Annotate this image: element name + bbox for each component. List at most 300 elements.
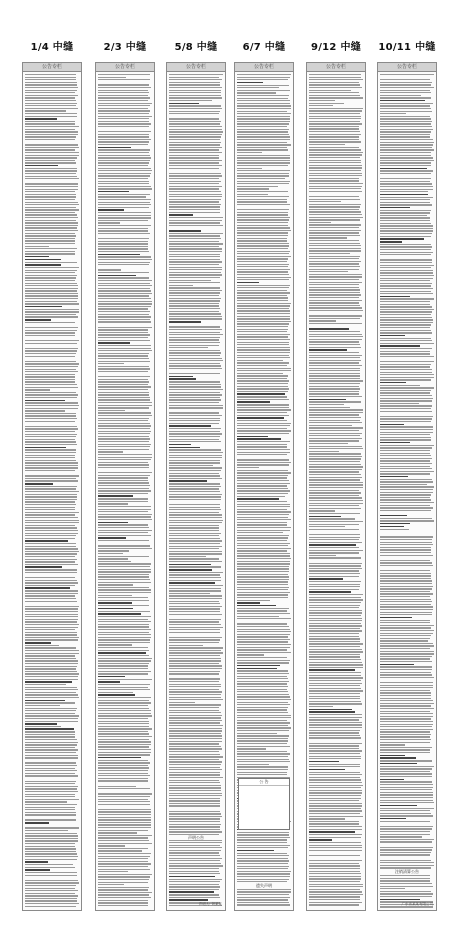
text-line <box>169 512 219 513</box>
text-line <box>98 217 151 218</box>
text-line <box>380 131 431 132</box>
text-line <box>25 473 72 474</box>
text-line <box>25 97 75 98</box>
text-line <box>309 889 360 890</box>
text-line <box>25 118 57 120</box>
text-line <box>25 152 79 153</box>
text-line <box>25 248 77 249</box>
text-line <box>309 685 360 686</box>
text-line <box>25 786 78 787</box>
text-line <box>25 731 75 732</box>
text-line <box>98 165 148 166</box>
text-line <box>98 321 151 322</box>
text-line <box>98 92 149 93</box>
text-line <box>309 531 354 532</box>
text-line <box>237 761 290 762</box>
text-line <box>380 387 434 388</box>
text-line <box>169 246 219 247</box>
text-line <box>309 633 359 634</box>
text-line <box>380 852 431 853</box>
text-line <box>98 204 151 205</box>
text-line <box>25 478 76 479</box>
column-title: 1/4 中缝 <box>30 42 74 53</box>
text-line <box>25 428 78 429</box>
text-line <box>25 634 77 635</box>
text-line <box>380 674 432 675</box>
text-line <box>169 738 222 739</box>
text-line <box>309 474 361 475</box>
text-line <box>25 603 65 604</box>
text-line <box>169 829 220 830</box>
text-line <box>380 183 432 184</box>
text-line <box>380 382 406 384</box>
text-line <box>98 679 152 680</box>
text-line <box>25 668 76 669</box>
text-lines <box>309 74 363 908</box>
text-line <box>309 248 361 249</box>
text-line <box>237 850 274 852</box>
text-line <box>98 283 150 284</box>
text-line <box>237 152 262 153</box>
text-line <box>25 251 75 252</box>
text-line <box>25 343 77 344</box>
text-line <box>25 546 76 547</box>
text-line <box>169 491 220 492</box>
text-line <box>98 576 149 577</box>
text-line <box>380 236 431 237</box>
text-line <box>169 248 222 249</box>
text-line <box>309 167 362 168</box>
text-line <box>309 769 345 771</box>
text-line <box>309 178 359 179</box>
text-line <box>380 317 432 318</box>
text-line <box>169 178 219 179</box>
text-line <box>25 561 75 562</box>
text-line <box>98 571 151 572</box>
text-line <box>380 432 433 433</box>
text-line <box>25 285 78 286</box>
text-line <box>98 902 148 903</box>
text-line <box>380 254 431 255</box>
text-line <box>237 511 291 512</box>
text-line <box>309 141 361 142</box>
text-line <box>309 557 361 558</box>
text-line <box>25 447 66 449</box>
text-line <box>98 726 149 727</box>
text-line <box>169 277 220 278</box>
text-line <box>309 623 361 624</box>
text-line <box>169 787 221 788</box>
text-line <box>25 804 77 805</box>
text-line <box>380 306 432 307</box>
text-line <box>98 303 152 304</box>
text-line <box>25 95 78 96</box>
text-line <box>237 676 287 677</box>
text-line <box>169 264 219 265</box>
text-line <box>309 123 362 124</box>
text-line <box>237 691 288 692</box>
text-line <box>380 186 433 187</box>
text-line <box>25 332 75 333</box>
text-line <box>98 363 124 364</box>
text-line <box>169 601 219 602</box>
text-line <box>237 181 290 182</box>
text-line <box>380 893 433 894</box>
text-line <box>380 729 433 730</box>
text-line <box>309 209 359 210</box>
text-line <box>309 881 360 882</box>
text-line <box>309 829 362 830</box>
text-line <box>237 670 288 671</box>
text-line <box>169 149 219 150</box>
text-line <box>309 602 361 603</box>
text-line <box>98 186 151 187</box>
text-line <box>380 899 420 901</box>
text-line <box>169 423 219 424</box>
text-line <box>380 677 434 678</box>
text-line <box>98 866 148 867</box>
text-line <box>309 503 363 504</box>
text-line <box>380 510 431 511</box>
text-line <box>98 295 149 296</box>
text-line <box>98 428 150 429</box>
text-line <box>237 386 288 387</box>
text-line <box>380 529 409 530</box>
text-line <box>98 801 150 802</box>
text-line <box>98 173 151 174</box>
text-line <box>309 97 363 98</box>
text-line <box>237 295 287 296</box>
text-line <box>309 302 359 303</box>
text-line <box>169 805 220 806</box>
text-line <box>169 460 220 461</box>
text-line <box>25 103 77 104</box>
text-line <box>237 375 288 376</box>
text-line <box>98 121 149 122</box>
text-line <box>98 77 126 78</box>
text-line <box>98 444 151 445</box>
text-line <box>309 276 362 277</box>
text-line <box>380 426 433 427</box>
text-line <box>98 329 148 330</box>
text-line <box>25 888 75 889</box>
text-line <box>169 889 219 890</box>
text-line <box>169 95 221 96</box>
text-line <box>237 715 291 716</box>
text-line <box>237 430 291 431</box>
text-line <box>169 480 207 482</box>
text-line <box>380 353 430 354</box>
notice-title: 声明公告 <box>169 835 223 840</box>
text-line <box>98 90 148 91</box>
text-line <box>380 225 433 226</box>
text-line <box>169 499 221 500</box>
text-line <box>169 326 220 327</box>
text-line <box>380 658 430 659</box>
text-line <box>380 275 434 276</box>
text-line <box>98 162 149 163</box>
text-line <box>25 851 76 852</box>
text-line <box>380 356 434 357</box>
text-line <box>237 264 289 265</box>
text-line <box>25 645 59 646</box>
text-line <box>380 896 432 897</box>
text-line <box>25 783 75 784</box>
text-line <box>25 491 79 492</box>
text-line <box>98 589 151 590</box>
text-line <box>309 435 360 436</box>
text-line <box>237 308 289 309</box>
text-line <box>169 381 220 382</box>
text-line <box>237 227 290 228</box>
text-line <box>169 311 219 312</box>
text-line <box>25 551 79 552</box>
text-line <box>309 886 363 887</box>
text-line <box>98 368 150 369</box>
text-line <box>98 556 149 557</box>
text-line <box>380 113 406 114</box>
text-line <box>169 147 222 148</box>
text-line <box>25 856 78 857</box>
text-line <box>237 355 289 356</box>
text-line <box>25 376 75 377</box>
text-line <box>309 683 362 684</box>
text-line <box>98 824 151 825</box>
text-line <box>169 199 221 200</box>
text-line <box>98 264 149 265</box>
text-line <box>237 121 290 122</box>
text-line <box>380 862 434 863</box>
text-line <box>237 349 290 350</box>
text-line <box>309 576 359 577</box>
text-line <box>237 368 291 369</box>
text-line <box>237 860 289 861</box>
text-line <box>309 638 360 639</box>
text-line <box>309 404 344 405</box>
text-line <box>380 230 433 231</box>
text-line <box>309 360 361 361</box>
text-line <box>169 730 222 731</box>
text-line <box>380 586 433 587</box>
text-line <box>309 526 345 527</box>
text-line <box>309 344 360 345</box>
text-line <box>98 869 150 870</box>
text-line <box>237 147 287 148</box>
text-line <box>237 834 289 835</box>
text-line <box>98 882 148 883</box>
text-line <box>25 199 75 200</box>
text-line <box>380 293 433 294</box>
text-line <box>98 212 151 213</box>
text-line <box>380 854 430 855</box>
text-line <box>309 570 359 571</box>
text-line <box>309 798 361 799</box>
text-line <box>380 479 432 480</box>
text-line <box>169 267 222 268</box>
text-line <box>98 379 148 380</box>
text-line <box>309 772 360 773</box>
text-line <box>309 294 361 295</box>
text-line <box>309 297 359 298</box>
text-line <box>380 560 430 561</box>
text-line <box>237 616 279 617</box>
text-line <box>237 899 288 900</box>
text-line <box>309 456 362 457</box>
text-line <box>98 306 151 307</box>
text-line <box>98 516 151 517</box>
text-line <box>25 470 75 471</box>
text-line <box>309 785 363 786</box>
text-line <box>169 842 222 843</box>
text-line <box>169 540 222 541</box>
text-line <box>237 362 289 363</box>
text-line <box>25 535 76 536</box>
text-line <box>25 455 75 456</box>
text-line <box>380 544 433 545</box>
text-line <box>380 682 433 683</box>
text-line <box>237 530 290 531</box>
text-line <box>380 220 430 221</box>
text-line <box>237 310 290 311</box>
text-line <box>25 900 77 901</box>
notice-footer: 声明人: 刘某某 <box>198 902 222 906</box>
text-line <box>237 162 290 163</box>
text-line <box>25 361 76 362</box>
text-line <box>169 238 221 239</box>
text-line <box>169 639 220 640</box>
text-line <box>237 613 290 614</box>
text-line <box>309 152 363 153</box>
text-line <box>98 188 152 189</box>
text-line <box>309 482 363 483</box>
text-line <box>237 498 279 500</box>
text-line <box>169 751 219 752</box>
text-line <box>98 676 125 678</box>
text-line <box>169 462 220 463</box>
text-line <box>237 287 289 288</box>
text-line <box>98 308 148 309</box>
text-line <box>169 365 221 366</box>
text-line <box>309 224 361 225</box>
text-line <box>98 850 142 851</box>
text-line <box>309 581 361 582</box>
text-line <box>98 845 125 846</box>
text-line <box>237 436 268 438</box>
text-line <box>98 482 149 483</box>
text-line <box>25 202 78 203</box>
text-line <box>309 105 333 106</box>
text-line <box>380 847 433 848</box>
text-line <box>169 355 220 356</box>
text-line <box>169 332 220 333</box>
text-line <box>309 894 363 895</box>
text-line <box>237 514 289 515</box>
text-line <box>25 176 77 177</box>
text-line <box>98 876 150 877</box>
text-line <box>25 121 75 122</box>
text-line <box>380 139 433 140</box>
text-line <box>98 757 141 759</box>
text-line <box>309 779 361 780</box>
text-line <box>380 747 432 748</box>
text-line <box>169 389 223 390</box>
text-line <box>98 548 152 549</box>
text-line <box>98 644 132 645</box>
text-line <box>380 625 434 626</box>
text-line <box>237 423 291 424</box>
text-line <box>25 869 50 871</box>
text-line <box>309 173 362 174</box>
text-line <box>380 178 431 179</box>
text-line <box>25 679 78 680</box>
text-line <box>380 338 431 339</box>
text-line <box>380 278 433 279</box>
text-line <box>98 415 152 416</box>
text-line <box>237 689 287 690</box>
text-line <box>380 555 433 556</box>
text-line <box>169 767 220 768</box>
text-line <box>309 555 336 556</box>
text-line <box>169 813 221 814</box>
text-line <box>237 470 288 471</box>
text-line <box>98 462 148 463</box>
text-line <box>98 853 151 854</box>
text-line <box>309 547 359 548</box>
text-line <box>237 209 289 210</box>
text-line <box>25 337 67 338</box>
text-line <box>309 612 362 613</box>
text-line <box>98 611 150 612</box>
text-line <box>98 897 151 898</box>
text-line <box>237 266 288 267</box>
text-line <box>380 340 432 341</box>
column-strip <box>95 62 155 911</box>
text-line <box>169 556 206 557</box>
text-line <box>380 134 430 135</box>
text-line <box>309 414 359 415</box>
text-line <box>237 178 285 179</box>
text-line <box>25 90 77 91</box>
text-line <box>380 129 433 130</box>
text-line <box>25 629 75 630</box>
text-line <box>380 348 432 349</box>
text-line <box>237 326 288 327</box>
text-line <box>237 717 291 718</box>
text-line <box>25 82 77 83</box>
text-line <box>169 598 222 599</box>
text-line <box>237 342 289 343</box>
text-line <box>98 272 149 273</box>
text-line <box>309 136 359 137</box>
text-line <box>169 121 221 122</box>
text-line <box>169 564 211 566</box>
text-line <box>169 444 191 446</box>
text-line <box>309 904 359 905</box>
text-line <box>98 597 148 598</box>
text-line <box>169 162 219 163</box>
text-line <box>380 805 417 807</box>
text-line <box>309 479 360 480</box>
text-line <box>237 904 290 905</box>
text-line <box>380 776 432 777</box>
text-line <box>25 410 65 411</box>
text-line <box>98 490 151 491</box>
text-line <box>98 110 150 111</box>
text-line <box>25 460 76 461</box>
text-line <box>309 758 361 759</box>
text-line <box>380 802 434 803</box>
text-line <box>380 567 412 568</box>
